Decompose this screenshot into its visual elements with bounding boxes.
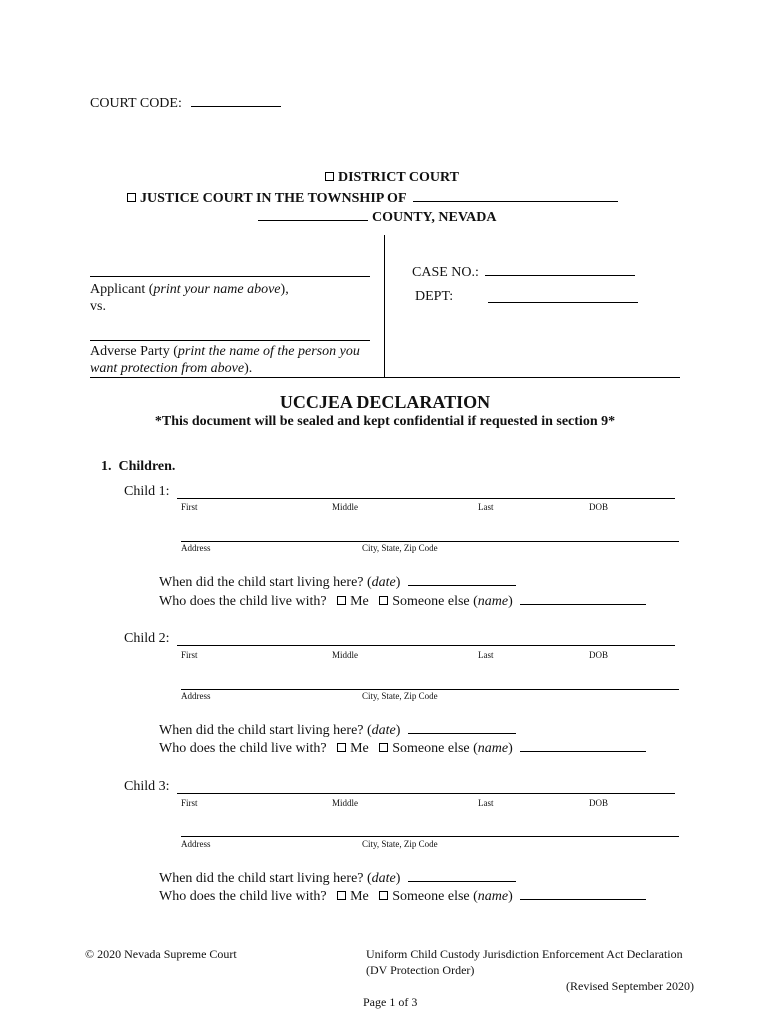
- child-1-address-line[interactable]: [181, 541, 679, 542]
- justice-court-option: JUSTICE COURT IN THE TOWNSHIP OF: [127, 188, 618, 207]
- child-1-me-checkbox[interactable]: [337, 596, 346, 605]
- child-2-me-checkbox[interactable]: [337, 743, 346, 752]
- child-2-middle-label: Middle: [332, 650, 358, 660]
- child-2-address-label: Address: [181, 691, 211, 701]
- child-2-someone-blank[interactable]: [520, 738, 646, 752]
- county-blank[interactable]: [258, 207, 368, 221]
- child-1-label: Child 1:: [124, 484, 170, 499]
- child-2-someone-checkbox[interactable]: [379, 743, 388, 752]
- township-blank[interactable]: [413, 188, 618, 202]
- child-1-someone-checkbox[interactable]: [379, 596, 388, 605]
- adverse-label: Adverse Party (print the name of the person you: [90, 344, 360, 359]
- child-3-someone-blank[interactable]: [520, 886, 646, 900]
- child-1-with-question: Who does the child live with? Me Someone else (name): [159, 591, 646, 610]
- child-1-date-blank[interactable]: [408, 572, 516, 586]
- child-1-last-label: Last: [478, 502, 494, 512]
- footer-form-title: Uniform Child Custody Jurisdiction Enforcement Act Declaration: [366, 947, 683, 961]
- document-title: UCCJEA DECLARATION: [279, 392, 491, 412]
- adverse-label-line2: want protection from above).: [90, 361, 253, 376]
- section-1-heading: 1. Children.: [101, 459, 176, 474]
- child-2-with-question: Who does the child live with? Me Someone else (name): [159, 738, 646, 757]
- county-line: COUNTY, NEVADA: [258, 207, 496, 226]
- vs-label: vs.: [90, 299, 106, 314]
- child-1-someone-blank[interactable]: [520, 591, 646, 605]
- child-2-since-question: When did the child start living here? (date): [159, 720, 516, 739]
- child-3-me-checkbox[interactable]: [337, 891, 346, 900]
- justice-court-checkbox[interactable]: [127, 193, 136, 202]
- footer-copyright: © 2020 Nevada Supreme Court: [85, 947, 237, 961]
- child-3-date-blank[interactable]: [408, 868, 516, 882]
- child-1-middle-label: Middle: [332, 502, 358, 512]
- child-2-city-label: City, State, Zip Code: [362, 691, 438, 701]
- child-1-name-line[interactable]: [177, 498, 675, 499]
- child-2-address-line[interactable]: [181, 689, 679, 690]
- caption-bottom-rule: [90, 377, 680, 378]
- district-court-option: DISTRICT COURT: [325, 170, 459, 186]
- child-3-someone-checkbox[interactable]: [379, 891, 388, 900]
- case-number: CASE NO.:: [412, 262, 635, 281]
- court-code: COURT CODE:: [90, 93, 281, 112]
- child-2-label: Child 2:: [124, 631, 170, 646]
- applicant-name-line[interactable]: [90, 276, 370, 277]
- child-1-dob-label: DOB: [589, 502, 609, 512]
- child-3-first-label: First: [181, 798, 198, 808]
- child-2-dob-label: DOB: [589, 650, 609, 660]
- child-3-with-question: Who does the child live with? Me Someone else (name): [159, 886, 646, 905]
- caption-divider: [384, 235, 385, 377]
- child-1-address-label: Address: [181, 543, 211, 553]
- child-2-last-label: Last: [478, 650, 494, 660]
- district-court-checkbox[interactable]: [325, 172, 334, 181]
- case-number-blank[interactable]: [485, 262, 635, 276]
- child-1-city-label: City, State, Zip Code: [362, 543, 438, 553]
- child-3-middle-label: Middle: [332, 798, 358, 808]
- child-2-name-line[interactable]: [177, 645, 675, 646]
- footer-revised: (Revised September 2020): [566, 979, 694, 993]
- dept-label: DEPT:: [415, 289, 454, 304]
- child-3-label: Child 3:: [124, 779, 170, 794]
- child-3-city-label: City, State, Zip Code: [362, 839, 438, 849]
- child-3-address-label: Address: [181, 839, 211, 849]
- child-3-address-line[interactable]: [181, 836, 679, 837]
- child-3-dob-label: DOB: [589, 798, 609, 808]
- child-3-last-label: Last: [478, 798, 494, 808]
- child-1-since-question: When did the child start living here? (date): [159, 572, 516, 591]
- adverse-name-line[interactable]: [90, 340, 370, 341]
- child-2-date-blank[interactable]: [408, 720, 516, 734]
- document-subtitle: *This document will be sealed and kept confidential if requested in section 9*: [154, 414, 616, 429]
- dept-blank[interactable]: [488, 302, 638, 303]
- child-3-since-question: When did the child start living here? (date): [159, 868, 516, 887]
- court-code-blank[interactable]: [191, 93, 281, 107]
- child-3-name-line[interactable]: [177, 793, 675, 794]
- applicant-label: Applicant (print your name above),: [90, 282, 289, 297]
- page-number: Page 1 of 3: [363, 995, 418, 1009]
- child-2-first-label: First: [181, 650, 198, 660]
- footer-form-subtitle: (DV Protection Order): [366, 963, 475, 977]
- child-1-first-label: First: [181, 502, 198, 512]
